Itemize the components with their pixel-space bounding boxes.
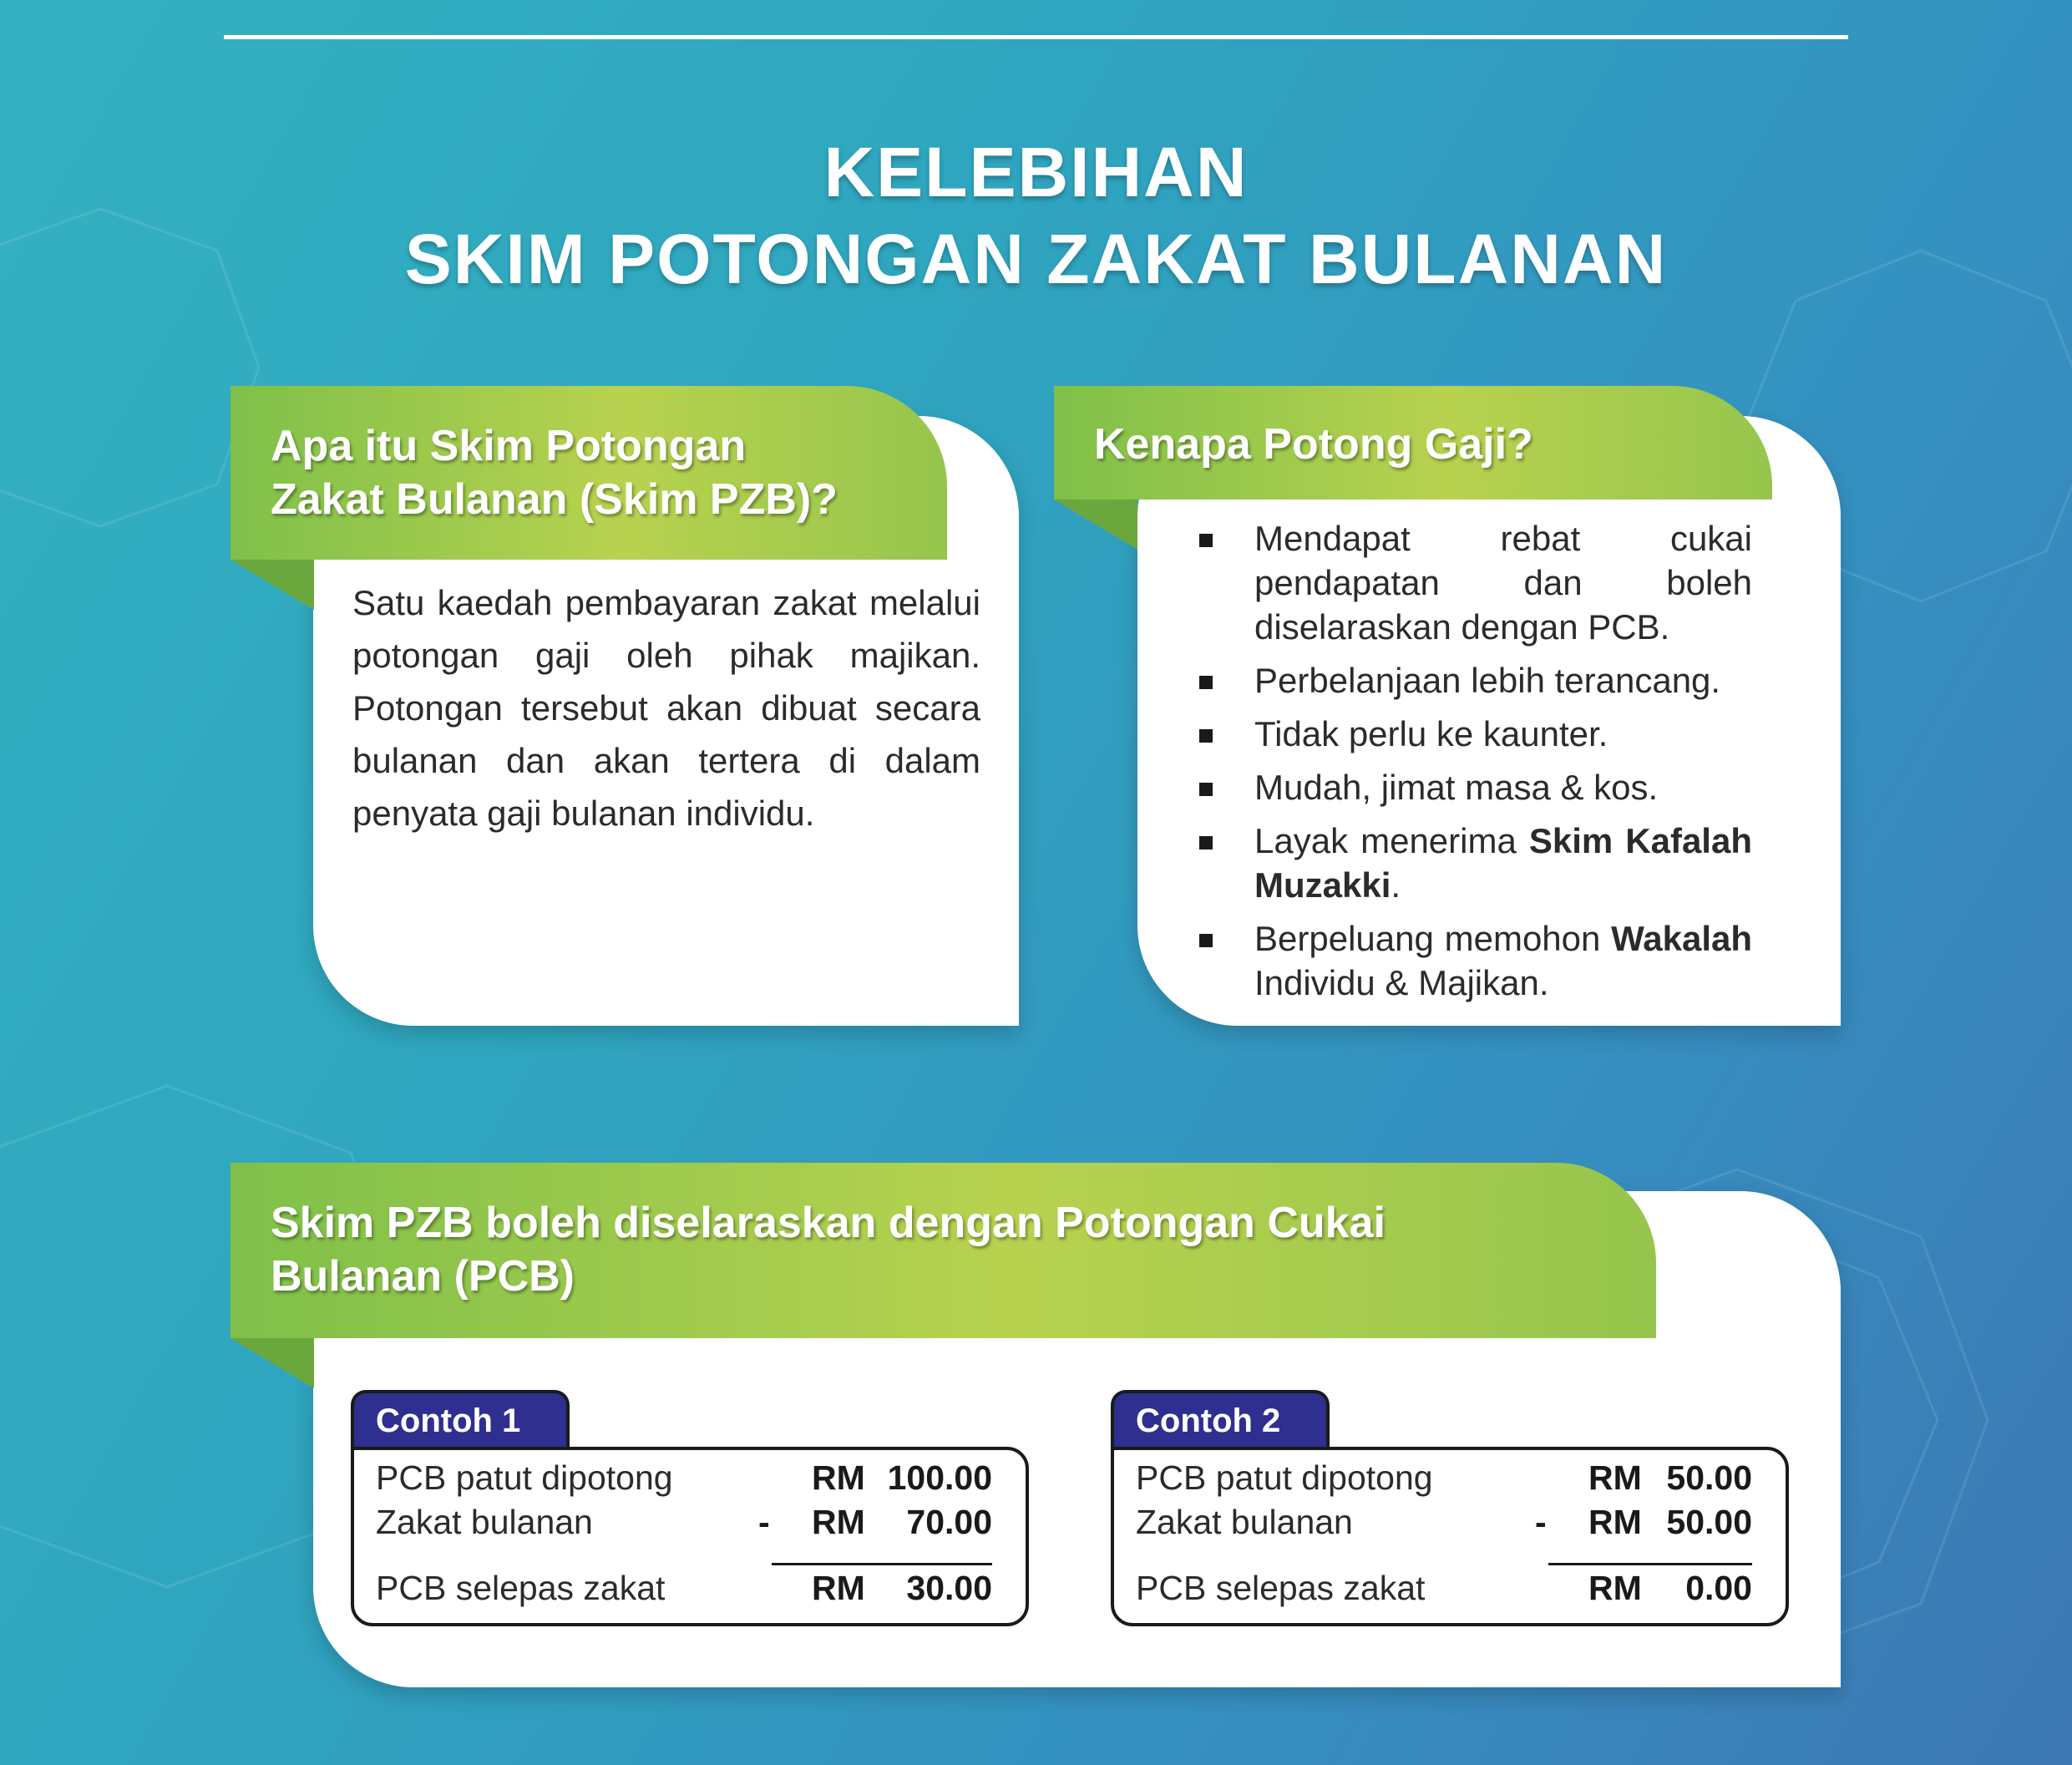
bullet-square-icon xyxy=(1199,676,1213,689)
card-why-heading xyxy=(1054,386,1772,500)
card-what-heading xyxy=(231,386,947,560)
currency-label: RM xyxy=(1588,1458,1642,1497)
banner-fold xyxy=(231,1338,314,1388)
card-pcb-heading xyxy=(231,1163,1656,1338)
sum-divider xyxy=(1548,1563,1752,1565)
currency-label: RM xyxy=(812,1569,865,1607)
example-1-box xyxy=(351,1447,1029,1626)
top-rule xyxy=(224,35,1848,39)
item-text: Layak menerima xyxy=(1254,821,1529,860)
bullet-square-icon xyxy=(1199,534,1213,547)
row-label: Zakat bulanan xyxy=(1136,1503,1353,1541)
currency-label: RM xyxy=(1588,1569,1642,1607)
minus-sign: - xyxy=(758,1503,770,1541)
page-title-line1: KELEBIHAN xyxy=(823,133,1249,211)
example-2-tab: Contoh 2 xyxy=(1111,1390,1330,1447)
row-label: Zakat bulanan xyxy=(376,1503,593,1541)
currency-label: RM xyxy=(812,1458,865,1497)
item-bold-text: Wakalah xyxy=(1611,919,1752,958)
item-bold-text: Skim Kafalah Muzakki xyxy=(1254,821,1752,905)
heading-line: Apa itu Skim Potongan xyxy=(271,422,747,470)
row-label: PCB patut dipotong xyxy=(1136,1458,1433,1497)
item-text: Mudah, jimat masa & kos. xyxy=(1254,768,1659,807)
amount-value: 50.00 xyxy=(1666,1503,1752,1541)
banner-fold xyxy=(1054,500,1137,550)
heading-line: Kenapa Potong Gaji? xyxy=(1094,420,1533,469)
item-text: Berpeluang memohon xyxy=(1254,919,1612,958)
bullet-square-icon xyxy=(1199,934,1213,947)
bullet-square-icon xyxy=(1199,783,1213,796)
example-1-tab: Contoh 1 xyxy=(351,1390,570,1447)
list-item xyxy=(1199,516,1752,649)
currency-label: RM xyxy=(1588,1503,1642,1541)
sum-divider xyxy=(772,1563,992,1565)
item-text: Tidak perlu ke kaunter. xyxy=(1254,714,1608,753)
bullet-square-icon xyxy=(1199,836,1213,850)
row-label: PCB selepas zakat xyxy=(376,1569,666,1607)
heading-line: Bulanan (PCB) xyxy=(271,1252,575,1301)
item-text-end: Individu & Majikan. xyxy=(1254,963,1549,1002)
heading-line: Zakat Bulanan (Skim PZB)? xyxy=(271,475,838,524)
page-title-line2: SKIM POTONGAN ZAKAT BULANAN xyxy=(404,220,1668,298)
minus-sign: - xyxy=(1535,1503,1547,1541)
card-what-body: Satu kaedah pembayaran zakat melalui potongan gaji oleh pihak majikan. Potongan tersebut akan dibuat secara bulanan dan akan tertera di dalam penyata gaji bulanan individu. xyxy=(352,583,980,833)
row-label: PCB patut dipotong xyxy=(376,1458,673,1497)
list-item xyxy=(1199,765,1752,809)
amount-value: 70.00 xyxy=(906,1503,992,1541)
item-text: Mendapat rebat cukai pendapatan dan boleh diselaraskan dengan PCB. xyxy=(1254,519,1752,647)
item-text-end: . xyxy=(1391,865,1401,905)
item-text: Perbelanjaan lebih terancang. xyxy=(1254,661,1721,700)
list-item xyxy=(1199,819,1752,907)
bullet-square-icon xyxy=(1199,729,1213,743)
list-item xyxy=(1199,712,1752,756)
amount-value: 100.00 xyxy=(887,1458,992,1497)
row-label: PCB selepas zakat xyxy=(1136,1569,1426,1607)
amount-value: 0.00 xyxy=(1685,1569,1752,1607)
currency-label: RM xyxy=(812,1503,865,1541)
benefits-list xyxy=(1199,516,1752,1014)
banner-fold xyxy=(231,560,314,610)
heading-line: Skim PZB boleh diselaraskan dengan Potongan Cukai xyxy=(271,1199,1386,1247)
list-item xyxy=(1199,658,1752,702)
amount-value: 50.00 xyxy=(1666,1458,1752,1497)
example-2-box xyxy=(1111,1447,1789,1626)
amount-value: 30.00 xyxy=(906,1569,992,1607)
list-item xyxy=(1199,916,1752,1005)
